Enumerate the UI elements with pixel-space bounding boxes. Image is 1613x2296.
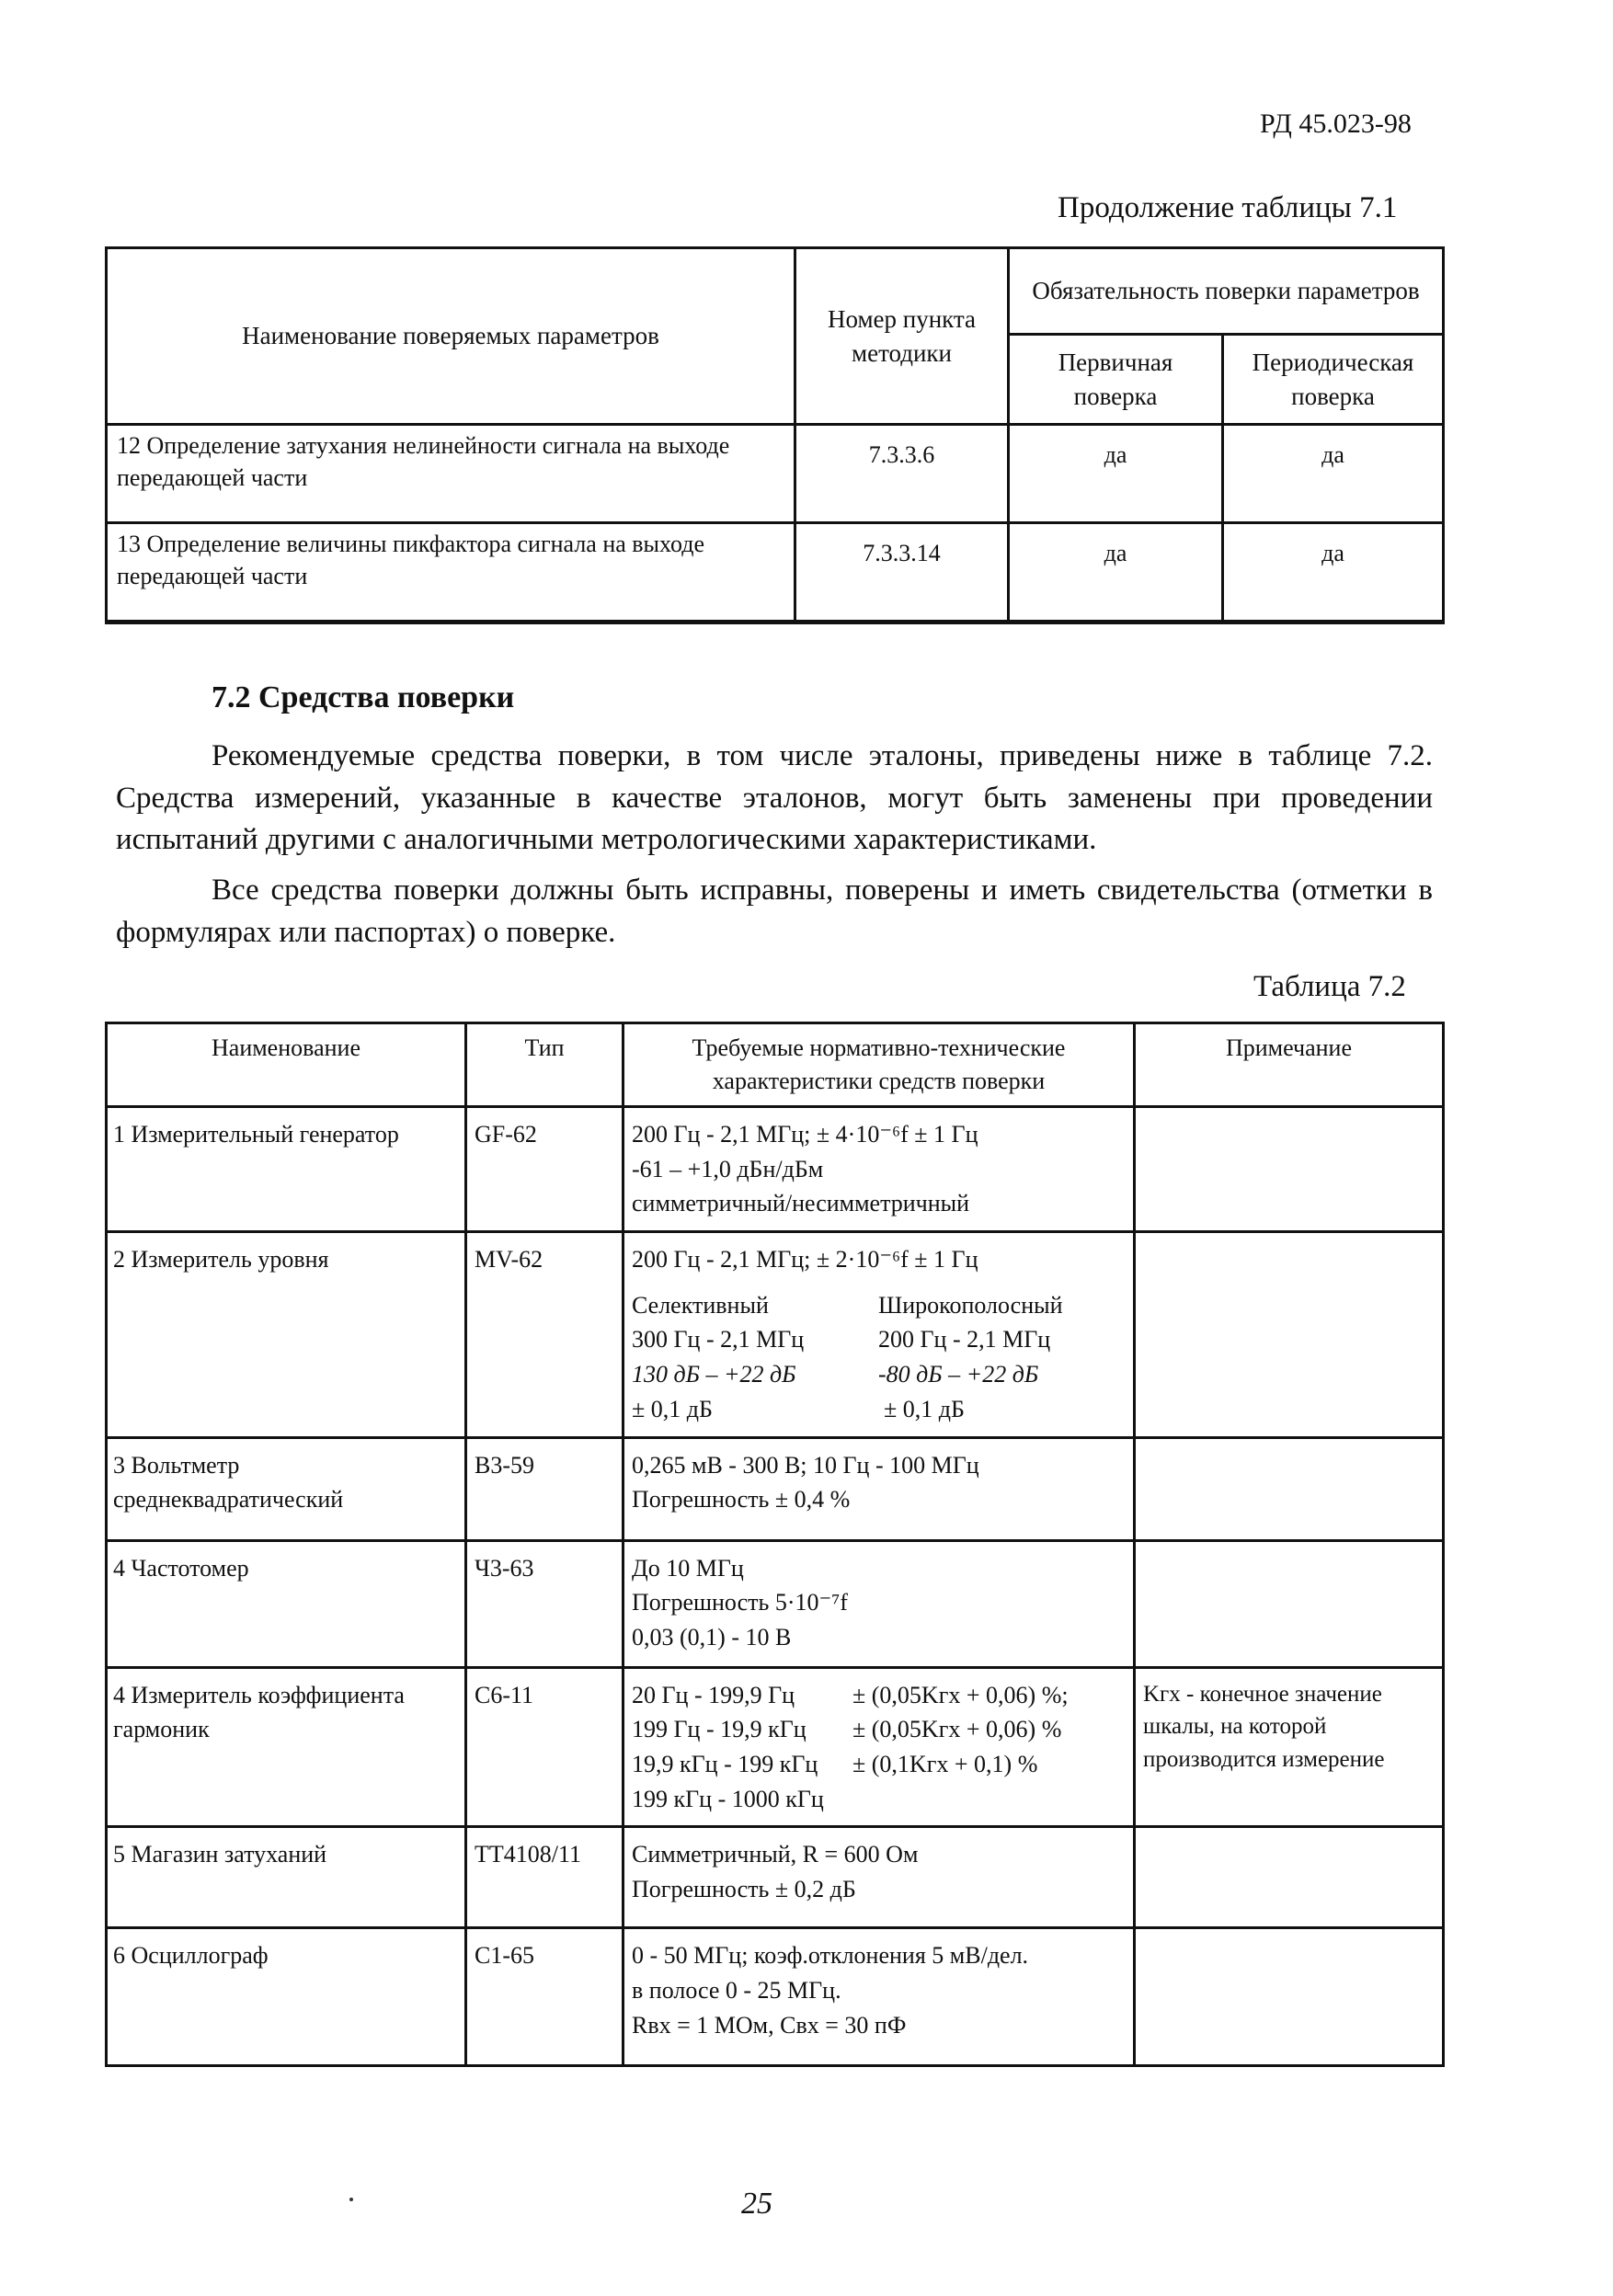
scan-speck (349, 2198, 353, 2201)
requirement-line: 0,03 (0,1) - 10 В (632, 1623, 792, 1651)
requirement-line: Rвх = 1 МОм, Cвх = 30 пФ (632, 2011, 907, 2039)
header-periodic-verification: Периодическая поверка (1223, 335, 1444, 425)
requirement-line: в полосе 0 - 25 МГц. (632, 1976, 841, 2004)
tool-requirements-cell (623, 1667, 1135, 1827)
method-item-cell: 7.3.3.6 (795, 425, 1009, 523)
requirement-line: 0 - 50 МГц; коэф.отклонения 5 мВ/дел. (632, 1942, 1029, 1970)
tool-requirements-cell (623, 1827, 1135, 1928)
requirement-line: До 10 МГц (632, 1554, 744, 1582)
requirement-columns (632, 1678, 1126, 1817)
tool-type-cell: GF-62 (466, 1107, 623, 1232)
header-note: Примечание (1135, 1023, 1444, 1107)
tool-name-cell: 1 Измерительный генератор (107, 1107, 466, 1232)
header-name: Наименование (107, 1023, 466, 1107)
table-continuation-caption: Продолжение таблицы 7.1 (1058, 191, 1398, 224)
table-header-row (107, 1023, 1444, 1107)
tool-requirements-cell (623, 1437, 1135, 1540)
verification-tools-table (105, 1022, 1445, 2067)
requirement-line: 130 дБ – +22 дБ (632, 1361, 796, 1388)
tool-requirements-cell (623, 1232, 1135, 1437)
requirement-line: 19,9 кГц - 199 кГц (632, 1750, 818, 1777)
table-caption: Таблица 7.2 (1253, 970, 1406, 1003)
header-primary-verification: Первичная поверка (1009, 335, 1223, 425)
tool-requirements-cell (623, 1928, 1135, 2066)
primary-cell: да (1009, 425, 1223, 523)
requirement-line: 0,265 мВ - 300 В; 10 Гц - 100 МГц (632, 1451, 979, 1479)
verification-parameters-table (105, 246, 1445, 624)
parameter-name-cell: 13 Определение величины пикфактора сигнала на выходе передающей части (107, 523, 795, 623)
requirement-line: симметричный/несимметричный (632, 1190, 970, 1217)
tool-name-cell: 4 Частотомер (107, 1540, 466, 1667)
requirement-line: Широкополосный (878, 1291, 1063, 1319)
requirement-line: -80 дБ – +22 дБ (878, 1361, 1039, 1388)
tool-type-cell: ТТ4108/11 (466, 1827, 623, 1928)
paragraph-recommended-tools: Рекомендуемые средства поверки, в том числе эталоны, приведены ниже в таблице 7.2. Средства измерений, указанные в качестве эталонов, могут быть заменены при проведении испытаний другими с аналогичными метрологическими характеристиками. (116, 739, 1433, 857)
requirement-line: 199 кГц - 1000 кГц (632, 1785, 824, 1812)
tool-requirements-cell (623, 1540, 1135, 1667)
page-number: 25 (741, 2187, 772, 2221)
table-row (107, 1928, 1444, 2066)
tool-requirements-cell (623, 1107, 1135, 1232)
requirement-line: 200 Гц - 2,1 МГц; ± 4·10⁻⁶f ± 1 Гц (632, 1121, 978, 1148)
requirement-line: Погрешность ± 0,4 % (632, 1486, 851, 1514)
requirement-line: Селективный (632, 1291, 769, 1319)
header-parameter-name: Наименование поверяемых параметров (107, 248, 795, 425)
header-method-item: Номер пункта методики (795, 248, 1009, 425)
tool-type-cell: С6-11 (466, 1667, 623, 1827)
method-item-cell: 7.3.3.14 (795, 523, 1009, 623)
table-row (107, 1437, 1444, 1540)
tool-note-cell (1135, 1540, 1444, 1667)
periodic-cell: да (1223, 523, 1444, 623)
tool-note-cell (1135, 1232, 1444, 1437)
table-row (107, 1107, 1444, 1232)
table-row (107, 425, 1444, 523)
section-heading: 7.2 Средства поверки (212, 680, 515, 714)
paragraph-tools-requirements: Все средства поверки должны быть исправны, поверены и иметь свидетельства (отметки в формулярах или паспортах) о поверке. (116, 874, 1433, 949)
requirement-line: 199 Гц - 19,9 кГц (632, 1716, 806, 1743)
periodic-cell: да (1223, 425, 1444, 523)
tool-type-cell: MV-62 (466, 1232, 623, 1437)
tool-name-cell: 2 Измеритель уровня (107, 1232, 466, 1437)
requirement-line: 20 Гц - 199,9 Гц (632, 1681, 795, 1708)
tool-name-cell: 3 Вольтметр среднеквадратический (107, 1437, 466, 1540)
tool-note-cell (1135, 1437, 1444, 1540)
tool-name-cell: 5 Магазин затуханий (107, 1827, 466, 1928)
requirement-line: ± 0,1 дБ (632, 1395, 713, 1422)
table-row (107, 1827, 1444, 1928)
table-row (107, 1232, 1444, 1437)
tool-type-cell: Ч3-63 (466, 1540, 623, 1667)
tool-name-cell: 4 Измеритель коэффициента гармоник (107, 1667, 466, 1827)
header-verification-obligation: Обязательность поверки параметров (1009, 248, 1444, 335)
requirement-line: 200 Гц - 2,1 МГц (878, 1326, 1051, 1354)
requirement-line: ± 0,1 дБ (884, 1395, 965, 1422)
requirement-line: 300 Гц - 2,1 МГц (632, 1326, 805, 1354)
tool-note-cell (1135, 1107, 1444, 1232)
document-code: РД 45.023-98 (1260, 109, 1412, 139)
table-row (107, 1667, 1444, 1827)
requirement-line: ± (0,1Kгх + 0,1) % (852, 1750, 1038, 1777)
table-row (107, 1540, 1444, 1667)
tool-name-cell: 6 Осциллограф (107, 1928, 466, 2066)
tool-type-cell: С1-65 (466, 1928, 623, 2066)
requirement-line: ± (0,05Kгх + 0,06) %; (852, 1681, 1069, 1708)
requirement-line: ± (0,05Kгх + 0,06) % (852, 1716, 1062, 1743)
requirement-line: Погрешность 5·10⁻⁷f (632, 1589, 848, 1616)
requirement-line: Погрешность ± 0,2 дБ (632, 1875, 856, 1902)
primary-cell: да (1009, 523, 1223, 623)
requirement-line: -61 – +1,0 дБн/дБм (632, 1155, 824, 1182)
parameter-name-cell: 12 Определение затухания нелинейности сигнала на выходе передающей части (107, 425, 795, 523)
header-type: Тип (466, 1023, 623, 1107)
tool-note-cell (1135, 1827, 1444, 1928)
header-requirements: Требуемые нормативно-технические характеристики средств поверки (623, 1023, 1135, 1107)
tool-note-cell (1135, 1928, 1444, 2066)
requirement-columns (632, 1288, 1126, 1427)
requirement-line: 200 Гц - 2,1 МГц; ± 2·10⁻⁶f ± 1 Гц (632, 1246, 978, 1274)
requirement-line: Симметричный, R = 600 Ом (632, 1841, 919, 1868)
tool-note-cell: Kгх - конечное значение шкалы, на которой производится измерение (1135, 1667, 1444, 1827)
tool-type-cell: В3-59 (466, 1437, 623, 1540)
table-row (107, 523, 1444, 623)
